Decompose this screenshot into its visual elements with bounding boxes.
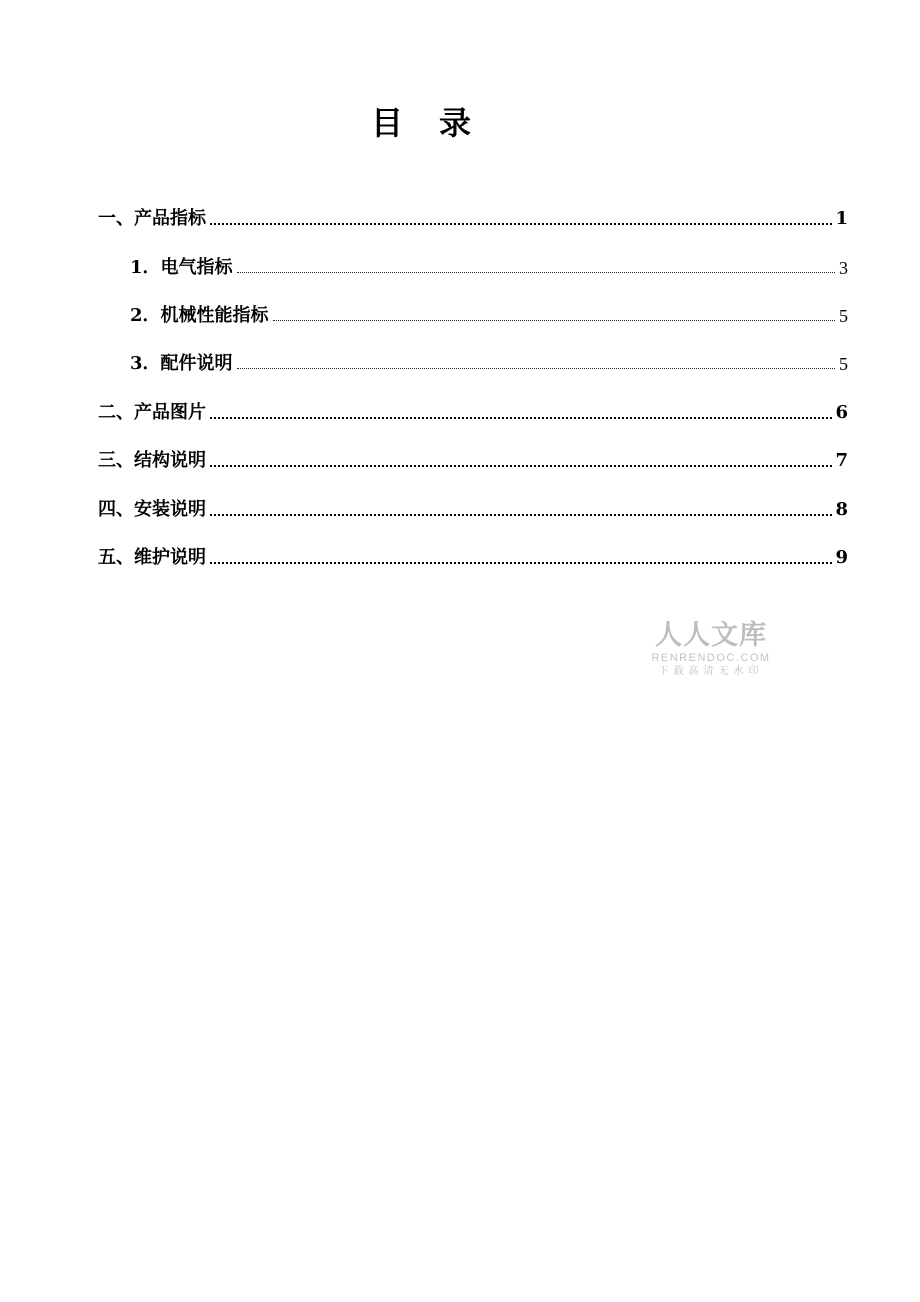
toc-entry-number: 2．: [130, 305, 161, 326]
watermark-logo: 人人文库: [655, 620, 767, 651]
toc-entry-label: 四、安装说明: [98, 499, 206, 520]
toc-entry-page: 7: [835, 450, 848, 471]
watermark-tagline: 下载高清无水印: [658, 666, 764, 677]
toc-entry-maintenance[interactable]: [98, 539, 848, 569]
dot-leader: [210, 417, 832, 419]
toc-entry-structure[interactable]: [98, 442, 848, 472]
toc-entry-mechanical-specs[interactable]: [98, 297, 848, 327]
toc-entry-product-images[interactable]: [98, 394, 848, 424]
toc-entry-label: 配件说明: [160, 353, 233, 374]
dot-leader: [273, 320, 835, 321]
toc-entry-page: 8: [835, 499, 848, 520]
toc-entry-page: 5: [839, 354, 848, 374]
dot-leader: [210, 514, 832, 516]
title-char-1: 目: [370, 104, 405, 142]
title-char-2: 录: [439, 104, 474, 142]
dot-leader: [210, 465, 832, 467]
toc-entry-number: 3．: [130, 353, 161, 374]
toc-entry-page: 6: [835, 402, 848, 423]
dot-leader: [237, 368, 835, 369]
toc-entry-label: 机械性能指标: [160, 305, 269, 326]
toc-entry-page: 3: [839, 258, 848, 278]
toc-entry-accessories[interactable]: [98, 345, 848, 375]
dot-leader: [210, 562, 832, 564]
toc-entry-number: 1．: [130, 257, 161, 278]
toc-entry-installation[interactable]: [98, 491, 848, 521]
toc-entry-label: 三、结构说明: [98, 450, 206, 471]
page-title: [0, 98, 844, 144]
toc-entry-product-specs[interactable]: [98, 200, 848, 230]
toc-entry-page: 9: [835, 547, 848, 568]
toc-entry-label: 五、维护说明: [98, 547, 206, 568]
toc-entry-label: 一、产品指标: [98, 208, 206, 229]
dot-leader: [237, 272, 835, 273]
watermark-url: RENRENDOC.COM: [651, 652, 771, 664]
dot-leader: [210, 223, 832, 225]
watermark: [646, 620, 776, 679]
toc-entry-label: 电气指标: [160, 257, 233, 278]
toc-entry-page: 1: [835, 208, 848, 229]
toc-entry-electrical-specs[interactable]: [98, 249, 848, 279]
toc-entry-label: 二、产品图片: [98, 402, 206, 423]
toc-entry-page: 5: [839, 306, 848, 326]
